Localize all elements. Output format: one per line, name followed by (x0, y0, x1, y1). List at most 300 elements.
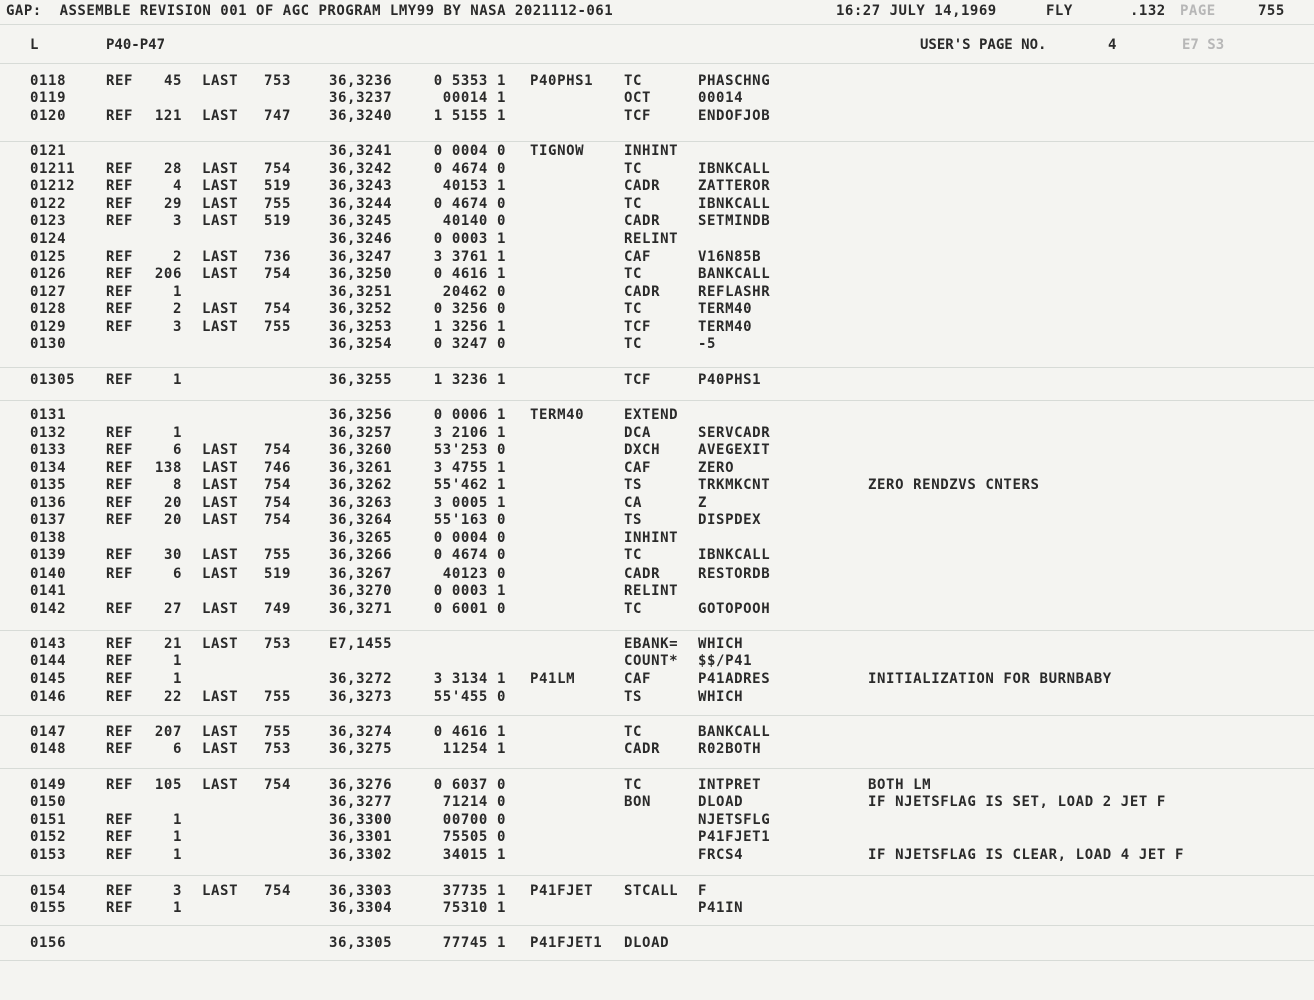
opcode: TCF (624, 372, 652, 388)
ref-tag: REF (106, 512, 134, 528)
listing-row (0, 284, 1314, 301)
line-number: 0119 (30, 90, 67, 106)
address: 36,3304 (329, 900, 393, 916)
listing-row (0, 477, 1314, 494)
rule-line (0, 400, 1314, 401)
opcode: TS (624, 689, 643, 705)
ref-count: 207 (154, 724, 182, 740)
address: 36,3302 (329, 847, 393, 863)
last-tag: LAST (202, 477, 239, 493)
ref-tag: REF (106, 495, 134, 511)
comment: ZERO RENDZVS CNTERS (868, 477, 1040, 493)
last-page: 755 (264, 689, 292, 705)
octal-word: 00700 0 (442, 812, 506, 828)
operand: IBNKCALL (698, 161, 771, 177)
octal-word: 3 3761 1 (433, 249, 506, 265)
address: 36,3247 (329, 249, 393, 265)
rule-line (0, 960, 1314, 961)
octal-word: 0 0003 1 (433, 583, 506, 599)
line-number: 0126 (30, 266, 67, 282)
ref-count: 28 (163, 161, 182, 177)
octal-word: 75505 0 (442, 829, 506, 845)
last-page: 736 (264, 249, 292, 265)
last-page: 754 (264, 883, 292, 899)
ref-tag: REF (106, 477, 134, 493)
print-datetime: 16:27 JULY 14,1969 (836, 3, 997, 19)
last-tag: LAST (202, 442, 239, 458)
ref-count: 6 (172, 442, 182, 458)
last-page: 754 (264, 477, 292, 493)
listing-row (0, 547, 1314, 564)
ref-count: 21 (163, 636, 182, 652)
ref-count: 121 (154, 108, 182, 124)
last-page: 754 (264, 266, 292, 282)
octal-word: 1 3256 1 (433, 319, 506, 335)
octal-word: 3 0005 1 (433, 495, 506, 511)
operand: ZERO (698, 460, 735, 476)
ref-count: 1 (172, 812, 182, 828)
listing-row (0, 812, 1314, 829)
ref-tag: REF (106, 284, 134, 300)
ref-count: 1 (172, 425, 182, 441)
ref-tag: REF (106, 161, 134, 177)
octal-word: 53'253 0 (433, 442, 506, 458)
address: 36,3261 (329, 460, 393, 476)
last-page: 754 (264, 442, 292, 458)
ref-tag: REF (106, 460, 134, 476)
operand: TERM40 (698, 319, 753, 335)
address: 36,3242 (329, 161, 393, 177)
symbol-label: P40PHS1 (530, 73, 594, 89)
address: 36,3263 (329, 495, 393, 511)
opcode: TC (624, 547, 643, 563)
opcode: TS (624, 477, 643, 493)
symbol-label: P41FJET (530, 883, 594, 899)
operand: $$/P41 (698, 653, 753, 669)
opcode: CADR (624, 213, 661, 229)
line-number: 0135 (30, 477, 67, 493)
opcode: TC (624, 777, 643, 793)
octal-word: 0 3256 0 (433, 301, 506, 317)
listing-row (0, 689, 1314, 706)
operand: SERVCADR (698, 425, 771, 441)
opcode: RELINT (624, 231, 679, 247)
last-page: 754 (264, 495, 292, 511)
rule-line (0, 875, 1314, 876)
last-tag: LAST (202, 883, 239, 899)
listing-row (0, 425, 1314, 442)
last-page: 754 (264, 512, 292, 528)
ref-count: 206 (154, 266, 182, 282)
listing-marker: L (30, 37, 39, 53)
listing-row (0, 442, 1314, 459)
last-page: 753 (264, 741, 292, 757)
last-tag: LAST (202, 108, 239, 124)
rule-line (0, 24, 1314, 25)
line-number: 0141 (30, 583, 67, 599)
address: 36,3236 (329, 73, 393, 89)
ref-tag: REF (106, 741, 134, 757)
last-page: 754 (264, 301, 292, 317)
octal-word: 0 4674 0 (433, 547, 506, 563)
octal-word: 0 4616 1 (433, 724, 506, 740)
address: 36,3252 (329, 301, 393, 317)
ref-tag: REF (106, 566, 134, 582)
address: 36,3246 (329, 231, 393, 247)
rule-line (0, 925, 1314, 926)
line-number: 0134 (30, 460, 67, 476)
line-number: 01305 (30, 372, 76, 388)
line-number: 0153 (30, 847, 67, 863)
opcode: TCF (624, 319, 652, 335)
line-number: 0140 (30, 566, 67, 582)
users-page-label: USER'S PAGE NO. (920, 37, 1047, 53)
line-number: 0129 (30, 319, 67, 335)
last-tag: LAST (202, 319, 239, 335)
octal-word: 0 0006 1 (433, 407, 506, 423)
ref-count: 2 (172, 301, 182, 317)
line-number: 0146 (30, 689, 67, 705)
ref-count: 105 (154, 777, 182, 793)
last-tag: LAST (202, 777, 239, 793)
listing-row (0, 407, 1314, 424)
address: 36,3251 (329, 284, 393, 300)
ref-tag: REF (106, 900, 134, 916)
page-header (0, 0, 1314, 22)
comment: BOTH LM (868, 777, 932, 793)
line-number: 0133 (30, 442, 67, 458)
ref-tag: REF (106, 196, 134, 212)
opcode: OCT (624, 90, 652, 106)
ref-count: 45 (163, 73, 182, 89)
operand: IBNKCALL (698, 547, 771, 563)
ref-count: 138 (154, 460, 182, 476)
page-word: PAGE (1180, 3, 1216, 19)
octal-word: 0 0004 0 (433, 143, 506, 159)
octal-word: 71214 0 (442, 794, 506, 810)
opcode: CA (624, 495, 643, 511)
opcode: TC (624, 161, 643, 177)
rule-line (0, 141, 1314, 142)
last-tag: LAST (202, 178, 239, 194)
opcode: INHINT (624, 143, 679, 159)
octal-word: 3 2106 1 (433, 425, 506, 441)
octal-word: 40123 0 (442, 566, 506, 582)
assembly-title: GAP: ASSEMBLE REVISION 001 OF AGC PROGRAM LMY99 BY NASA 2021112-061 (6, 3, 614, 19)
last-page: 755 (264, 319, 292, 335)
ref-count: 6 (172, 566, 182, 582)
ref-count: 29 (163, 196, 182, 212)
address: 36,3253 (329, 319, 393, 335)
operand: DISPDEX (698, 512, 762, 528)
operand: ZATTEROR (698, 178, 771, 194)
line-number: 0139 (30, 547, 67, 563)
ref-count: 22 (163, 689, 182, 705)
octal-word: 55'455 0 (433, 689, 506, 705)
line-number: 0138 (30, 530, 67, 546)
line-number: 0151 (30, 812, 67, 828)
ref-count: 1 (172, 372, 182, 388)
listing-row (0, 336, 1314, 353)
ref-tag: REF (106, 266, 134, 282)
last-tag: LAST (202, 460, 239, 476)
rule-line (0, 630, 1314, 631)
ref-count: 2 (172, 249, 182, 265)
listing-row (0, 178, 1314, 195)
ref-count: 20 (163, 495, 182, 511)
opcode: RELINT (624, 583, 679, 599)
listing-row (0, 583, 1314, 600)
listing-row (0, 90, 1314, 107)
listing-row (0, 108, 1314, 125)
address: 36,3271 (329, 601, 393, 617)
listing-row (0, 724, 1314, 741)
operand: AVEGEXIT (698, 442, 771, 458)
listing-row (0, 935, 1314, 952)
last-page: 753 (264, 73, 292, 89)
last-page: 519 (264, 566, 292, 582)
ref-count: 4 (172, 178, 182, 194)
listing-row (0, 829, 1314, 846)
opcode: BON (624, 794, 652, 810)
line-number: 0124 (30, 231, 67, 247)
listing-row (0, 143, 1314, 160)
listing-row (0, 460, 1314, 477)
ref-tag: REF (106, 847, 134, 863)
address: 36,3243 (329, 178, 393, 194)
rule-line (0, 715, 1314, 716)
last-tag: LAST (202, 724, 239, 740)
ref-tag: REF (106, 829, 134, 845)
opcode: TC (624, 336, 643, 352)
address: 36,3273 (329, 689, 393, 705)
ref-count: 3 (172, 213, 182, 229)
address: 36,3254 (329, 336, 393, 352)
operand: TRKMKCNT (698, 477, 771, 493)
address: 36,3275 (329, 741, 393, 757)
opcode: DXCH (624, 442, 661, 458)
operand: 00014 (698, 90, 744, 106)
last-tag: LAST (202, 689, 239, 705)
symbol-label: TIGNOW (530, 143, 585, 159)
ref-tag: REF (106, 547, 134, 563)
operand: INTPRET (698, 777, 762, 793)
listing-row (0, 266, 1314, 283)
octal-word: 0 4674 0 (433, 161, 506, 177)
address: 36,3256 (329, 407, 393, 423)
operand: P41ADRES (698, 671, 771, 687)
listing-row (0, 372, 1314, 389)
last-tag: LAST (202, 196, 239, 212)
ref-tag: REF (106, 671, 134, 687)
comment: IF NJETSFLAG IS CLEAR, LOAD 4 JET F (868, 847, 1185, 863)
last-tag: LAST (202, 636, 239, 652)
listing-row (0, 512, 1314, 529)
line-number: 0147 (30, 724, 67, 740)
operand: DLOAD (698, 794, 744, 810)
address: 36,3266 (329, 547, 393, 563)
symbol-label: TERM40 (530, 407, 585, 423)
rule-line (0, 63, 1314, 64)
line-number: 0154 (30, 883, 67, 899)
opcode: TCF (624, 108, 652, 124)
last-tag: LAST (202, 266, 239, 282)
operand: ENDOFJOB (698, 108, 771, 124)
ref-tag: REF (106, 442, 134, 458)
operand: GOTOPOOH (698, 601, 771, 617)
line-number: 0132 (30, 425, 67, 441)
last-tag: LAST (202, 512, 239, 528)
ref-tag: REF (106, 301, 134, 317)
octal-word: 37735 1 (442, 883, 506, 899)
ref-count: 6 (172, 741, 182, 757)
ref-tag: REF (106, 213, 134, 229)
opcode: INHINT (624, 530, 679, 546)
opcode: EBANK= (624, 636, 679, 652)
ref-count: 30 (163, 547, 182, 563)
operand: BANKCALL (698, 266, 771, 282)
last-page: 747 (264, 108, 292, 124)
operand: WHICH (698, 636, 744, 652)
address: E7,1455 (329, 636, 393, 652)
ref-tag: REF (106, 636, 134, 652)
address: 36,3303 (329, 883, 393, 899)
ref-count: 1 (172, 671, 182, 687)
ref-count: 8 (172, 477, 182, 493)
octal-word: 55'462 1 (433, 477, 506, 493)
octal-word: 20462 0 (442, 284, 506, 300)
line-number: 0122 (30, 196, 67, 212)
last-tag: LAST (202, 547, 239, 563)
last-page: 519 (264, 178, 292, 194)
address: 36,3272 (329, 671, 393, 687)
opcode: TC (624, 601, 643, 617)
opcode: TC (624, 266, 643, 282)
last-tag: LAST (202, 213, 239, 229)
rule-line (0, 367, 1314, 368)
operand: P40PHS1 (698, 372, 762, 388)
comment: IF NJETSFLAG IS SET, LOAD 2 JET F (868, 794, 1166, 810)
opcode: CADR (624, 284, 661, 300)
operand: TERM40 (698, 301, 753, 317)
opcode: TC (624, 724, 643, 740)
ref-count: 3 (172, 883, 182, 899)
listing-row (0, 777, 1314, 794)
listing-row (0, 883, 1314, 900)
ref-tag: REF (106, 653, 134, 669)
octal-word: 0 5353 1 (433, 73, 506, 89)
opcode: TC (624, 73, 643, 89)
octal-word: 1 3236 1 (433, 372, 506, 388)
operand: R02BOTH (698, 741, 762, 757)
operand: SETMINDB (698, 213, 771, 229)
ref-tag: REF (106, 249, 134, 265)
ref-count: 20 (163, 512, 182, 528)
line-number: 0156 (30, 935, 67, 951)
octal-word: 34015 1 (442, 847, 506, 863)
ref-tag: REF (106, 73, 134, 89)
line-number: 0142 (30, 601, 67, 617)
opcode: TS (624, 512, 643, 528)
bank-note: E7 S3 (1182, 37, 1225, 53)
ref-tag: REF (106, 425, 134, 441)
listing-row (0, 196, 1314, 213)
listing-row (0, 671, 1314, 688)
opcode: COUNT* (624, 653, 679, 669)
header-code: .132 (1130, 3, 1166, 19)
address: 36,3265 (329, 530, 393, 546)
octal-word: 75310 1 (442, 900, 506, 916)
mode-label: FLY (1046, 3, 1073, 19)
symbol-label: P41FJET1 (530, 935, 603, 951)
operand: IBNKCALL (698, 196, 771, 212)
opcode: STCALL (624, 883, 679, 899)
section-name: P40-P47 (106, 37, 166, 53)
operand: P41IN (698, 900, 744, 916)
ref-tag: REF (106, 812, 134, 828)
address: 36,3264 (329, 512, 393, 528)
address: 36,3244 (329, 196, 393, 212)
operand: FRCS4 (698, 847, 744, 863)
last-page: 755 (264, 724, 292, 740)
rule-line (0, 768, 1314, 769)
last-tag: LAST (202, 249, 239, 265)
octal-word: 3 3134 1 (433, 671, 506, 687)
octal-word: 0 4616 1 (433, 266, 506, 282)
address: 36,3277 (329, 794, 393, 810)
line-number: 0123 (30, 213, 67, 229)
operand: P41FJET1 (698, 829, 771, 845)
last-page: 746 (264, 460, 292, 476)
address: 36,3237 (329, 90, 393, 106)
line-number: 0128 (30, 301, 67, 317)
address: 36,3260 (329, 442, 393, 458)
listing-row (0, 231, 1314, 248)
octal-word: 0 4674 0 (433, 196, 506, 212)
opcode: CADR (624, 741, 661, 757)
ref-count: 1 (172, 829, 182, 845)
opcode: CADR (624, 178, 661, 194)
address: 36,3241 (329, 143, 393, 159)
listing-row (0, 601, 1314, 618)
listing-row (0, 900, 1314, 917)
address: 36,3301 (329, 829, 393, 845)
line-number: 0120 (30, 108, 67, 124)
line-number: 0150 (30, 794, 67, 810)
address: 36,3262 (329, 477, 393, 493)
operand: WHICH (698, 689, 744, 705)
opcode: CADR (624, 566, 661, 582)
last-page: 755 (264, 547, 292, 563)
users-page-number: 4 (1108, 37, 1117, 53)
listing-row (0, 213, 1314, 230)
octal-word: 3 4755 1 (433, 460, 506, 476)
address: 36,3300 (329, 812, 393, 828)
last-tag: LAST (202, 495, 239, 511)
line-number: 0125 (30, 249, 67, 265)
listing-row (0, 653, 1314, 670)
listing-row (0, 495, 1314, 512)
address: 36,3267 (329, 566, 393, 582)
operand: REFLASHR (698, 284, 771, 300)
line-number: 0131 (30, 407, 67, 423)
line-number: 0148 (30, 741, 67, 757)
octal-word: 0 0003 1 (433, 231, 506, 247)
operand: NJETSFLG (698, 812, 771, 828)
operand: Z (698, 495, 708, 511)
octal-word: 11254 1 (442, 741, 506, 757)
octal-word: 77745 1 (442, 935, 506, 951)
